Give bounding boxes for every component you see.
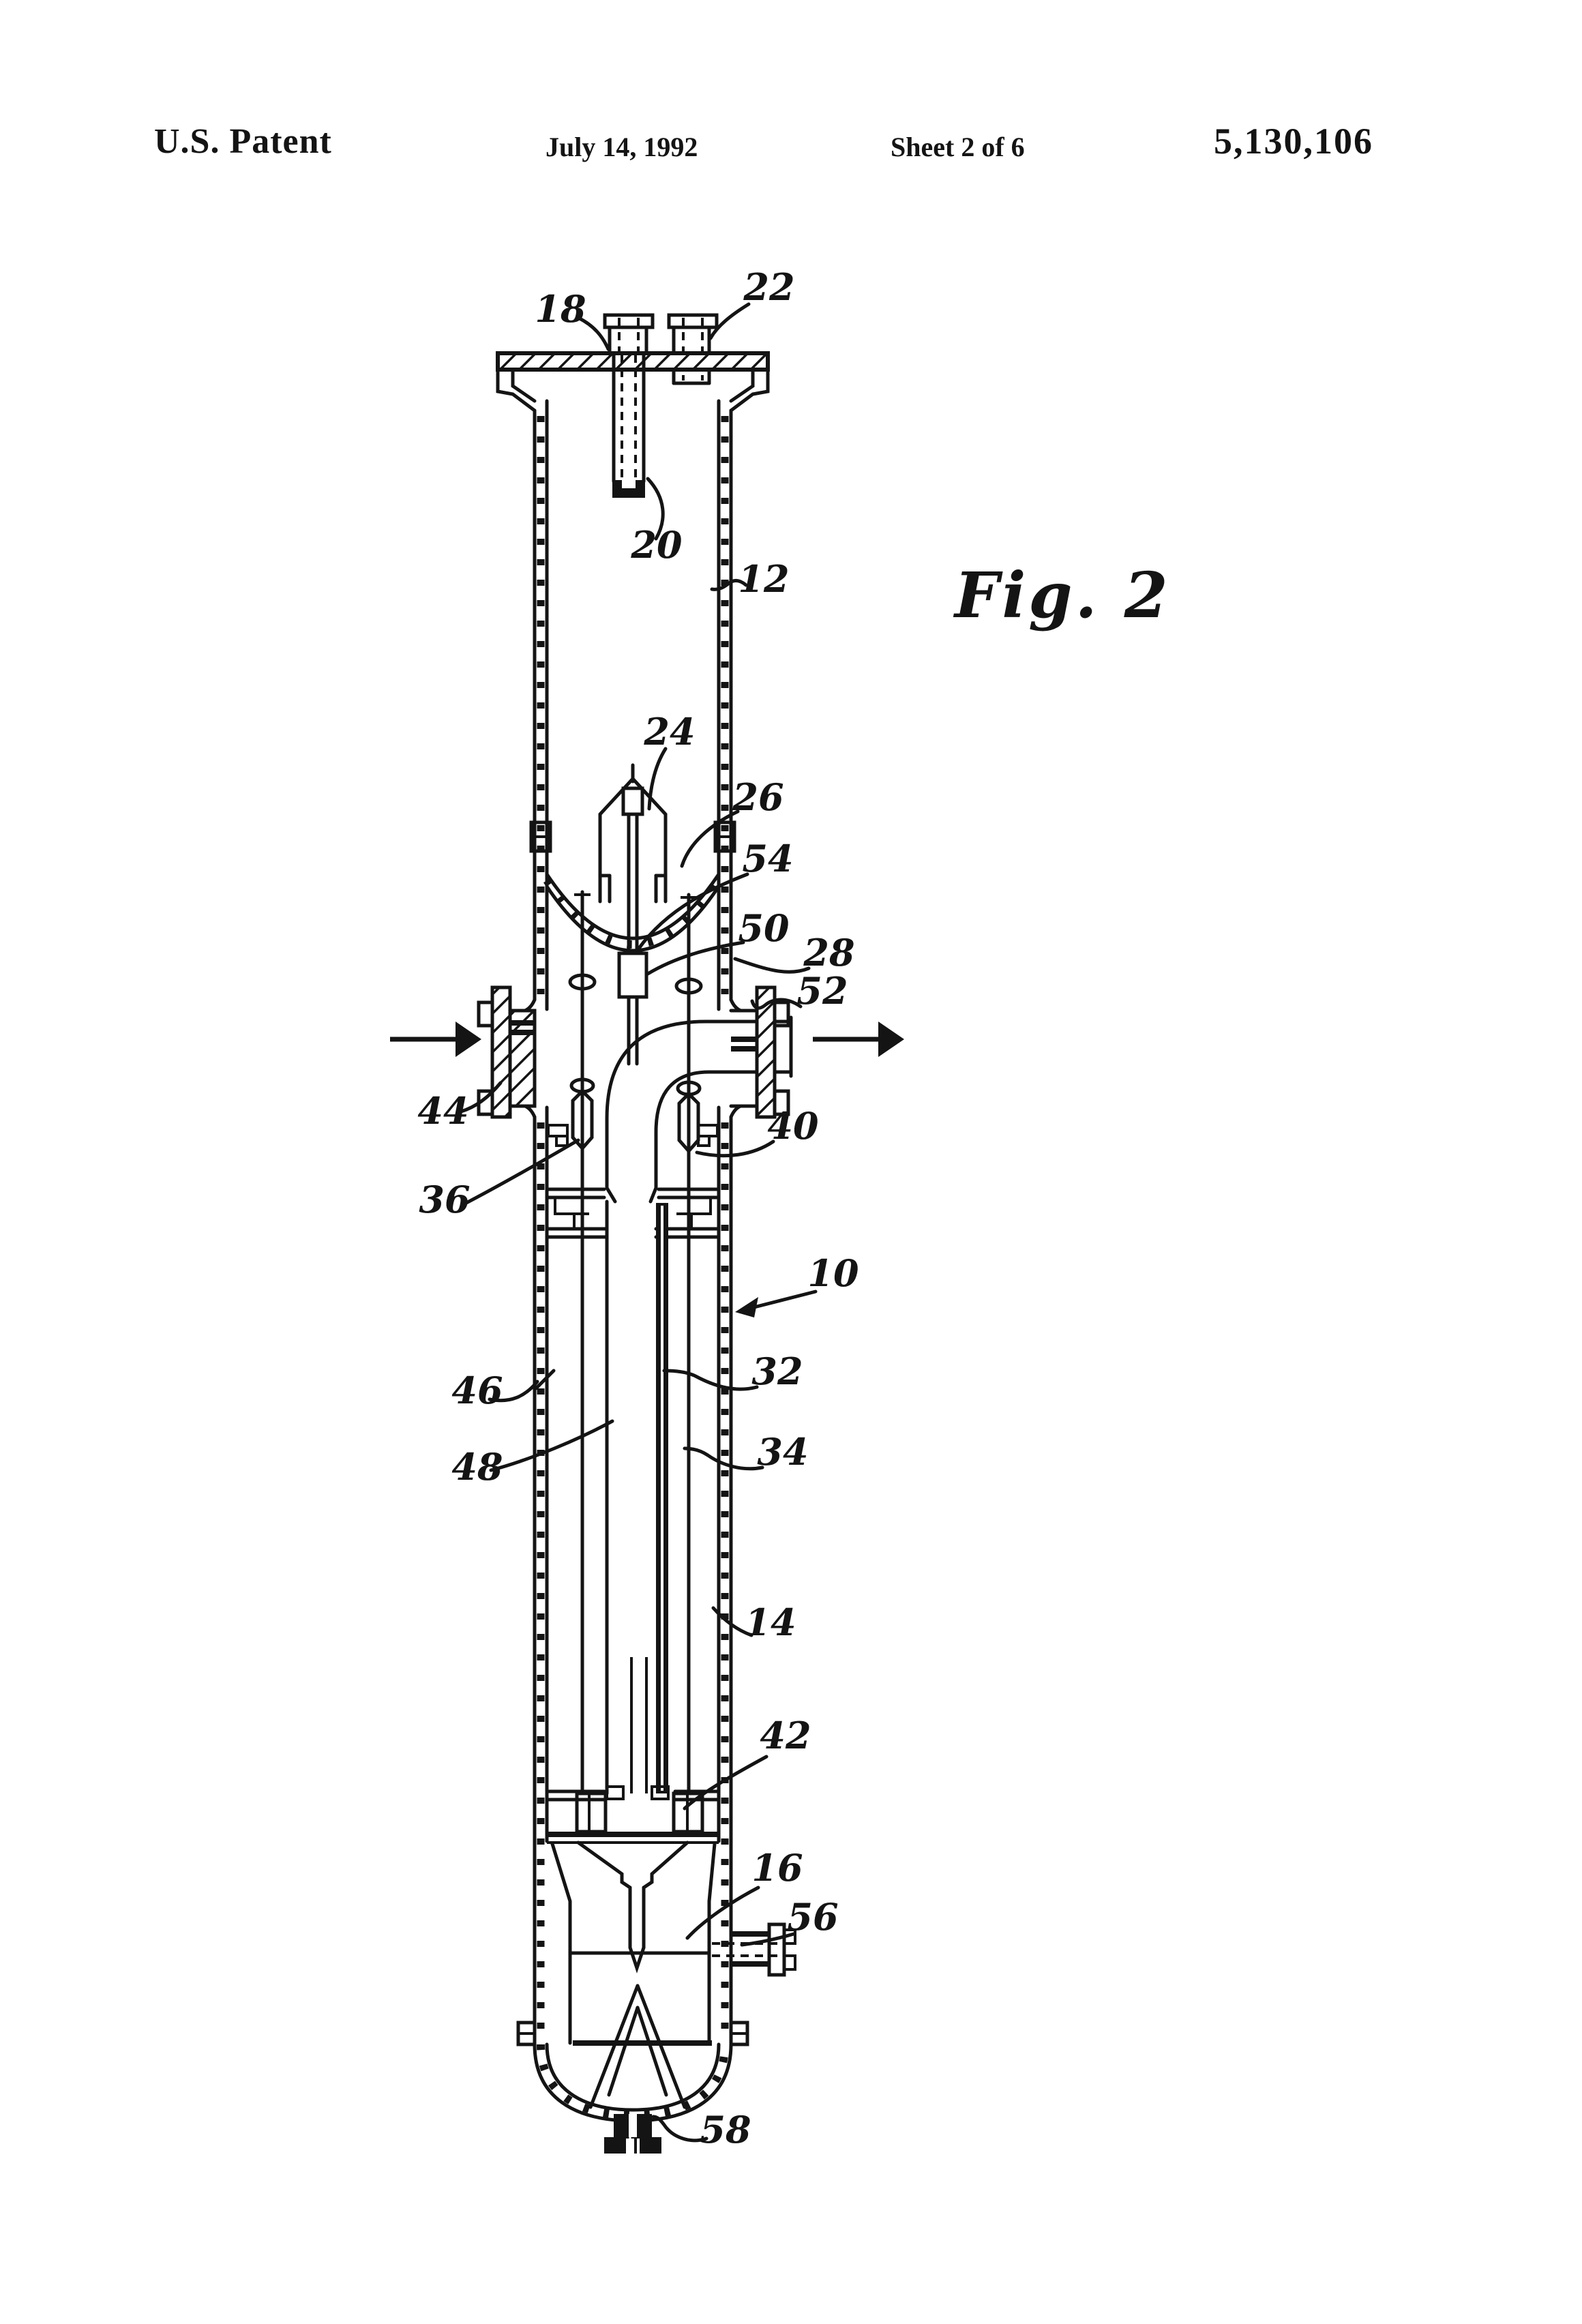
distributor-24 [600,765,666,1064]
patent-number: 5,130,106 [1214,121,1373,162]
dip-tube-20 [612,353,645,498]
top-flange-assembly [498,353,768,411]
sheet-number: Sheet 2 of 6 [891,132,1025,162]
ref-label-40: 40 [767,1104,819,1148]
ref-label-56: 56 [787,1895,839,1939]
ref-label-22: 22 [743,265,795,309]
ref-label-42: 42 [760,1714,811,1757]
outlet-flow-arrow [813,1022,904,1057]
ref-label-52: 52 [796,969,848,1013]
inlet-flow-arrow [390,1022,481,1057]
ref-label-28: 28 [803,931,855,974]
ref-label-34: 34 [757,1430,809,1474]
baffle-26 [547,874,719,951]
patent-date: July 14, 1992 [546,132,698,162]
inner-chamber-16 [552,1844,715,2043]
ref-label-32: 32 [751,1350,803,1393]
patent-title: U.S. Patent [154,122,332,161]
ref-label-48: 48 [451,1445,503,1489]
top-port-18 [605,315,653,353]
ref-label-16: 16 [751,1846,803,1890]
ref-label-44: 44 [417,1089,469,1133]
ref-label-58: 58 [700,2108,751,2151]
ref-label-26: 26 [732,775,784,819]
ref-label-18: 18 [535,287,586,331]
ref-label-50: 50 [738,906,790,950]
ref-label-46: 46 [451,1369,503,1412]
center-tube-32 [607,1202,668,1793]
ref-label-54: 54 [742,837,794,880]
ref-label-14: 14 [745,1600,796,1644]
ref-label-10: 10 [807,1251,859,1295]
figure-caption: Fig. 2 [955,558,1171,632]
top-port-22 [669,315,717,383]
ref-label-36: 36 [419,1178,471,1221]
ref-label-24: 24 [644,710,696,754]
cone-deflector [591,1986,685,2107]
ref-label-20: 20 [631,523,683,567]
reference-labels [417,265,859,2151]
ref-label-12: 12 [738,557,790,601]
